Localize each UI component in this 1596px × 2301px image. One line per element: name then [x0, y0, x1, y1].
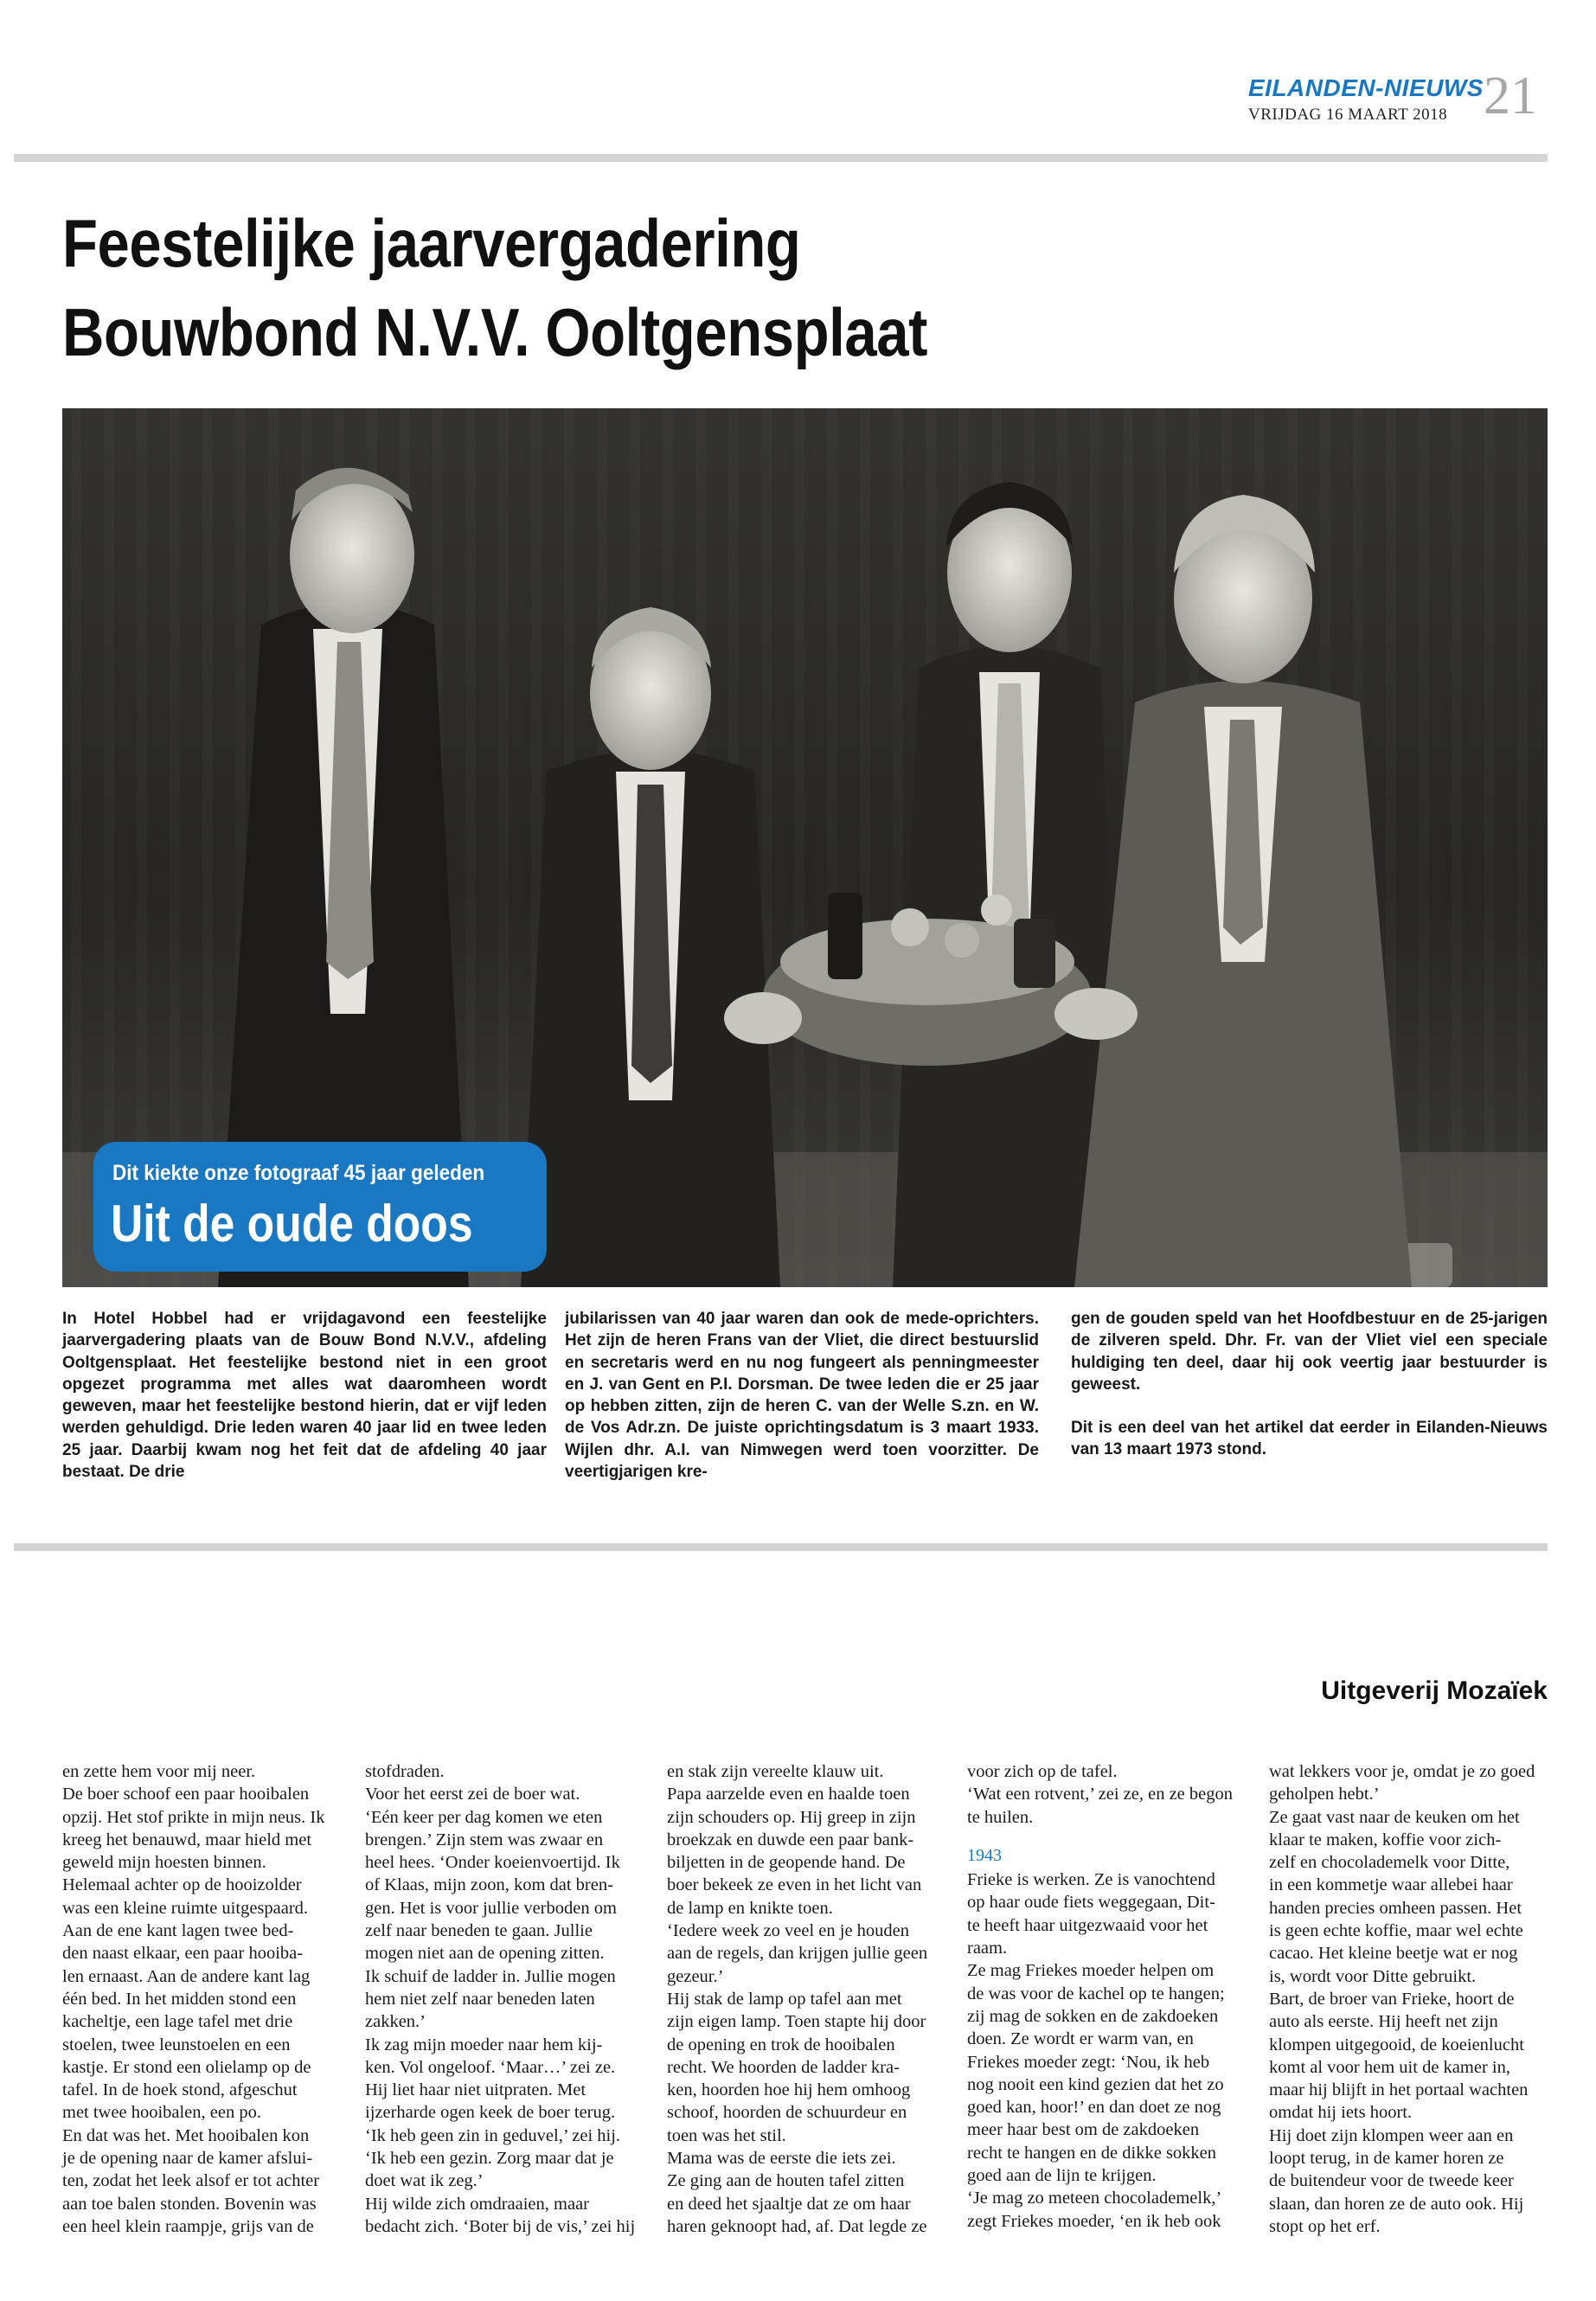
story-column-3: [667, 1760, 954, 2238]
story-line: is, wordt voor Ditte gebruikt.: [1269, 1966, 1477, 1986]
story-column-4: [967, 1760, 1254, 2233]
story-line: voor zich op de tafel.: [967, 1762, 1118, 1781]
headline-line-1: Feestelijke jaarvergadering: [62, 205, 801, 281]
story-line: Helemaal achter op de hooizolder: [62, 1875, 302, 1895]
story-line: Ze mag Friekes moeder helpen om: [967, 1961, 1215, 1981]
story-line: een heel klein raampje, grijs van de: [62, 2216, 314, 2236]
story-line: Ze gaat vast naar de keuken om het: [1269, 1807, 1520, 1827]
story-line: Hij stak de lamp op tafel aan met: [667, 1989, 902, 2009]
story-line: slaan, dan horen ze de auto ook. Hij: [1269, 2194, 1524, 2214]
story-line: goed aan de lijn te krijgen.: [967, 2166, 1157, 2186]
story-line: ijzerharde ogen keek de boer terug.: [365, 2103, 616, 2123]
story-line: was een kleine ruimte uitgespaard.: [62, 1898, 309, 1918]
story-line: ten, zodat het leek alsof er tot achter: [62, 2171, 320, 2191]
issue-date: VRIJDAG 16 MAART 2018: [1248, 106, 1448, 124]
story-line: goed kan, hoor!’ en dan doet ze nog: [967, 2098, 1221, 2118]
story-line: de lamp en knikte toen.: [667, 1898, 833, 1918]
story-subheading: 1943: [967, 1845, 1002, 1865]
mid-divider: [14, 1543, 1548, 1551]
story-line: haren geknoopt had, af. Dat legde ze: [667, 2216, 927, 2236]
story-line: ‘Eén keer per dag komen we eten: [365, 1807, 603, 1827]
story-line: schoof, hoorden de schuurdeur en: [667, 2103, 907, 2123]
story-line: ‘Iedere week zo veel en je houden: [667, 1921, 910, 1941]
article-headline: [62, 199, 1178, 377]
story-line: hem niet zelf naar beneden laten: [365, 1989, 595, 2009]
story-line: gezeur.’: [667, 1966, 724, 1986]
story-line: ‘Ik heb een gezin. Zorg maar dat je: [365, 2149, 614, 2169]
story-line: komt al voor hem uit de kamer in,: [1269, 2057, 1510, 2077]
story-line: is geen echte koffie, maar wel echte: [1269, 1921, 1523, 1941]
story-line: boer bekeek ze even in het licht van: [667, 1875, 922, 1895]
badge-title: Uit de oude doos: [111, 1195, 473, 1253]
caption-text-3a: gen de gouden speld van het Hoofdbestuur en de 25-jarigen de zilveren speld. Dhr. Fr. van der Vliet viel een speciale huldiging ten deel, daar hij ook veertig jaar bestuurder is geweest.: [1071, 1310, 1548, 1394]
story-line: en deed het sjaaltje dat ze om haar: [667, 2194, 911, 2214]
story-line: stoelen, twee leunstoelen en een: [62, 2035, 291, 2054]
headline-line-2: Bouwbond N.V.V. Ooltgensplaat: [62, 294, 928, 370]
story-line: heel hees. ‘Onder koeienvoertijd. Ik: [365, 1853, 620, 1873]
story-line: Papa aarzelde even en haalde toen: [667, 1785, 910, 1804]
story-line: broekzak en duwde een paar bank-: [667, 1830, 914, 1849]
story-line: mogen niet aan de opening zitten.: [365, 1944, 605, 1964]
story-line: met twee hooibalen, een po.: [62, 2103, 261, 2123]
page-number: 21: [1484, 67, 1537, 125]
caption-column-2: [565, 1308, 1039, 1483]
story-line: loopt terug, in de kamer horen ze: [1269, 2149, 1504, 2169]
story-line: opzij. Het stof prikte in mijn neus. Ik: [62, 1807, 325, 1827]
story-line: handen precies omheen passen. Het: [1269, 1898, 1522, 1918]
section-label: Uitgeverij Mozaïek: [1321, 1676, 1548, 1705]
story-line: zegt Friekes moeder, ‘en ik heb ook: [967, 2211, 1221, 2231]
story-line: recht te hangen en de dikke sokken: [967, 2143, 1217, 2163]
story-line: De boer schoof een paar hooibalen: [62, 1785, 310, 1804]
story-line: len ernaast. Aan de andere kant lag: [62, 1966, 311, 1986]
story-line: recht. We hoorden de ladder kra-: [667, 2057, 900, 2077]
story-line: wat lekkers voor je, omdat je zo goed: [1269, 1762, 1535, 1781]
story-line: kreeg het benauwd, maar hield met: [62, 1830, 312, 1849]
caption-text-1: In Hotel Hobbel had er vrijdagavond een feestelijke jaarvergadering plaats van de Bouw Bond N.V.V., afdeling Ooltgensplaat. Het feestelijke bestond niet in een groot opgezet programma met alles wat daaromheen wordt geweven, maar het feestelijke bestond hierin, dat er vijf leden werden gehuldigd. Drie leden waren 40 jaar lid en twee leden 25 jaar. Daarbij kwam nog het feit dat de afdeling 40 jaar bestaat. De drie: [62, 1310, 547, 1482]
badge-kicker: Dit kiekte onze fotograaf 45 jaar geleden: [112, 1161, 485, 1185]
story-line: nog nooit een kind gezien dat het zo: [967, 2074, 1224, 2094]
story-line: stopt op het erf.: [1269, 2216, 1381, 2236]
story-line: raam.: [967, 1939, 1008, 1958]
story-line: zakken.’: [365, 2012, 426, 2032]
story-line: omdat hij iets hoort.: [1269, 2103, 1413, 2123]
story-line: Aan de ene kant lagen twee bed-: [62, 1921, 294, 1941]
caption-column-1: [62, 1308, 547, 1483]
story-line: te heeft haar uitgezwaaid voor het: [967, 1915, 1208, 1935]
story-line: Hij wilde zich omdraaien, maar: [365, 2194, 589, 2214]
story-line: kacheltje, een lage tafel met drie: [62, 2012, 293, 2032]
story-line: Mama was de eerste die iets zei.: [667, 2149, 896, 2169]
caption-text-2: jubilarissen van 40 jaar waren dan ook de mede-oprichters. Het zijn de heren Frans van der Vliet, die direct bestuurslid en secretaris werd en nu nog fungeert als penningmeester en J. van Gent en P.I. Dorsman. De twee leden die er 25 jaar op hebben zitten, zijn de heren C. van der Welle S.zn. en W. de Vos Adr.zn. De juiste oprichtingsdatum is 3 maart 1933. Wijlen dhr. A.I. van Nimwegen werd toen voorzitter. De veertigjarigen kre-: [565, 1310, 1039, 1482]
story-line: auto als eerste. Hij heeft net zijn: [1269, 2012, 1498, 2032]
story-line: Friekes moeder zegt: ‘Nou, ik heb: [967, 2052, 1210, 2072]
story-line: ‘Wat een rotvent,’ zei ze, en ze begon: [967, 1785, 1234, 1804]
story-line: geweld mijn hoesten binnen.: [62, 1853, 266, 1873]
story-line: tafel. In de hoek stond, afgeschut: [62, 2080, 298, 2100]
story-line: of Klaas, mijn zoon, kom dat bren-: [365, 1875, 613, 1895]
story-line: aan toe balen stonden. Bovenin was: [62, 2194, 317, 2214]
caption-column-3: [1071, 1308, 1548, 1461]
paper-name: EILANDEN-NIEUWS: [1248, 74, 1484, 101]
story-line: den naast elkaar, een paar hooiba-: [62, 1944, 304, 1964]
story-line: op haar oude fiets weggegaan, Dit-: [967, 1893, 1215, 1913]
feature-badge: [93, 1142, 547, 1272]
story-line: Ze ging aan de houten tafel zitten: [667, 2171, 905, 2191]
story-line: zelf naar beneden te gaan. Jullie: [365, 1921, 593, 1941]
story-line: ‘Je mag zo meteen chocolademelk,’: [967, 2189, 1222, 2208]
story-line: gen. Het is voor jullie verboden om: [365, 1898, 617, 1918]
story-line: klaar te maken, koffie voor zich-: [1269, 1830, 1502, 1849]
story-line: Voor het eerst zei de boer wat.: [365, 1785, 580, 1804]
story-line: zijn schouders op. Hij greep in zijn: [667, 1807, 916, 1827]
story-line: En dat was het. Met hooibalen kon: [62, 2125, 310, 2145]
story-line: je de opening naar de kamer afslui-: [62, 2149, 313, 2169]
story-column-2: [365, 1760, 652, 2238]
story-line: maar hij blijft in het portaal wachten: [1269, 2080, 1529, 2100]
story-line: ‘Ik heb geen zin in geduvel,’ zei hij.: [365, 2125, 621, 2145]
story-line: Hij liet haar niet uitpraten. Met: [365, 2080, 586, 2100]
story-line: Ik schuif de ladder in. Jullie mogen: [365, 1966, 616, 1986]
story-line: biljetten in de geopende hand. De: [667, 1853, 906, 1873]
story-line: de opening en trok de hooibalen: [667, 2035, 895, 2054]
story-line: Hij doet zijn klompen weer aan en: [1269, 2125, 1514, 2145]
story-line: geholpen hebt.’: [1269, 1785, 1380, 1804]
story-line: zelf en chocolademelk voor Ditte,: [1269, 1853, 1510, 1873]
story-line: Bart, de broer van Frieke, hoort de: [1269, 1989, 1515, 2009]
story-line: Frieke is werken. Ze is vanochtend: [967, 1870, 1215, 1890]
story-line: en stak zijn vereelte klauw uit.: [667, 1762, 884, 1781]
story-line: doet wat ik zeg.’: [365, 2171, 484, 2191]
story-column-5: [1269, 1760, 1556, 2238]
story-line: de buitendeur voor de tweede keer: [1269, 2171, 1514, 2191]
story-line: zijn eigen lamp. Toen stapte hij door: [667, 2012, 926, 2032]
story-line: ken, hoorden hoe hij hem omhoog: [667, 2080, 911, 2100]
story-line: aan de regels, dan krijgen jullie geen: [667, 1944, 928, 1964]
story-line: de was voor de kachel op te hangen;: [967, 1984, 1225, 2003]
story-line: Ik zag mijn moeder naar hem kij-: [365, 2035, 603, 2054]
story-line: meer haar best om de zakdoeken: [967, 2120, 1200, 2140]
story-line: stofdraden.: [365, 1762, 445, 1781]
story-line: klompen uitgegooid, de koeienlucht: [1269, 2035, 1524, 2054]
story-line: en zette hem voor mij neer.: [62, 1762, 256, 1781]
story-line: in een kommetje waar allebei haar: [1269, 1875, 1513, 1895]
story-line: toen was het stil.: [667, 2125, 786, 2145]
story-line: kastje. Er stond een olielamp op de: [62, 2057, 311, 2077]
caption-text-3b: Dit is een deel van het artikel dat eerder in Eilanden-Nieuws van 13 maart 1973 stond.: [1071, 1419, 1548, 1459]
story-column-1: [62, 1760, 349, 2238]
story-line: één bed. In het midden stond een: [62, 1989, 297, 2009]
story-line: doen. Ze wordt er warm van, en: [967, 2029, 1194, 2049]
story-line: zij mag de sokken en de zakdoeken: [967, 2006, 1219, 2026]
story-line: bedacht zich. ‘Boter bij de vis,’ zei hij: [365, 2216, 636, 2236]
story-line: ken. Vol ongeloof. ‘Maar…’ zei ze.: [365, 2057, 616, 2077]
story-line: te huilen.: [967, 1807, 1034, 1827]
story-line: brengen.’ Zijn stem was zwaar en: [365, 1830, 604, 1849]
story-line: cacao. Het kleine beetje wat er nog: [1269, 1944, 1518, 1964]
top-divider: [14, 154, 1548, 162]
